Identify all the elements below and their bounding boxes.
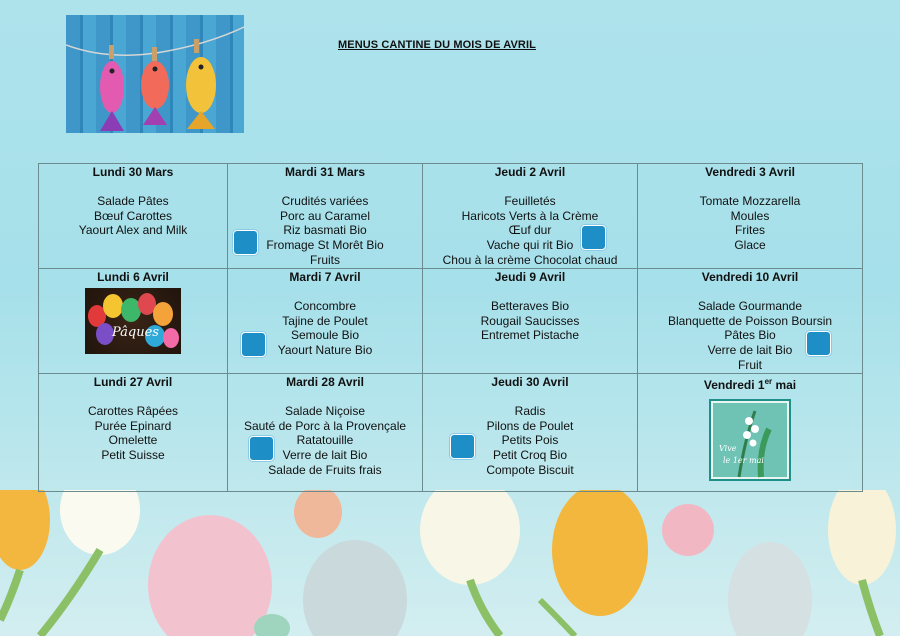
day-cell [638, 269, 863, 374]
day-label-sup: er [764, 377, 773, 386]
dish: Fromage St Morêt Bio [266, 238, 384, 253]
muguet-text-2: le 1er mai [723, 455, 764, 465]
dish: Salade de Fruits frais [268, 462, 382, 477]
bio-label-icon [581, 225, 606, 250]
dish: Frites [735, 223, 765, 238]
day-label: Lundi 6 Avril [97, 270, 169, 284]
table-row [39, 374, 863, 492]
dish: Fruit [738, 357, 762, 372]
dish: Rougail Saucisses [480, 313, 580, 328]
dish: Feuilletés [504, 193, 556, 208]
dish: Verre de lait Bio [282, 448, 368, 463]
day-label-prefix: Vendredi 1 [703, 378, 765, 392]
day-cell [39, 374, 228, 492]
day-cell [638, 164, 863, 269]
dish: Radis [514, 403, 546, 418]
dish: Sauté de Porc à la Provençale [243, 418, 407, 433]
dish: Tajine de Poulet [282, 313, 368, 328]
dish: Concombre [293, 298, 357, 313]
day-cell [228, 374, 423, 492]
paques-text: Pâques [112, 324, 159, 340]
table-row [39, 269, 863, 374]
dish: Crudités variées [281, 193, 369, 208]
dish: Fruits [310, 252, 340, 267]
day-cell [638, 374, 863, 492]
day-label: Vendredi 10 Avril [701, 270, 799, 284]
dish: Petit Suisse [101, 448, 165, 463]
dish: Salade Niçoise [284, 403, 366, 418]
dish: Porc au Caramel [279, 208, 371, 223]
dish: Tomate Mozzarella [699, 193, 801, 208]
easter-background-decoration [0, 490, 900, 636]
hanging-fish-image [66, 15, 244, 133]
dish: Blanquette de Poisson Boursin [667, 313, 833, 328]
bio-label-icon [249, 436, 274, 461]
dish: Yaourt Alex and Milk [78, 223, 188, 238]
day-label: Mardi 28 Avril [286, 375, 364, 389]
muguet-text-1: Vive [719, 443, 737, 453]
day-label: Jeudi 30 Avril [491, 375, 569, 389]
day-cell [423, 269, 638, 374]
day-label: Lundi 30 Mars [92, 165, 174, 179]
day-label: Jeudi 2 Avril [494, 165, 566, 179]
eggs-and-tulips-illustration [0, 490, 900, 636]
bio-label-icon [806, 331, 831, 356]
dish: Petit Croq Bio [492, 448, 568, 463]
muguet-illustration [709, 399, 791, 481]
dish: Verre de lait Bio [707, 343, 793, 358]
bio-label-icon [450, 434, 475, 459]
dish: Œuf dur [508, 223, 552, 238]
table-row [39, 164, 863, 269]
day-cell [228, 164, 423, 269]
day-label: Mardi 7 Avril [289, 270, 361, 284]
dish: Ratatouille [296, 433, 354, 448]
day-label-suffix: mai [772, 378, 797, 392]
day-label: Jeudi 9 Avril [494, 270, 566, 284]
day-label: Vendredi 3 Avril [705, 165, 795, 179]
day-cell [423, 164, 638, 269]
dish: Chou à la crème Chocolat chaud [442, 252, 618, 267]
dish: Haricots Verts à la Crème [461, 208, 599, 223]
dish: Salade Pâtes [97, 193, 169, 208]
day-label: Mardi 31 Mars [284, 165, 366, 179]
dish: Compote Biscuit [486, 462, 574, 477]
dish: Semoule Bio [290, 328, 360, 343]
dish: Purée Epinard [94, 418, 172, 433]
dish: Betteraves Bio [490, 298, 570, 313]
day-cell [39, 164, 228, 269]
dish: Bœuf Carottes [93, 208, 173, 223]
dish: Glace [734, 238, 766, 253]
fish-illustration [66, 15, 244, 133]
dish: Petits Pois [501, 433, 559, 448]
dish: Riz basmati Bio [283, 223, 367, 238]
dish: Entremet Pistache [480, 328, 580, 343]
easter-eggs-image [85, 288, 181, 354]
page-title: MENUS CANTINE DU MOIS DE AVRIL [338, 39, 536, 51]
dish: Omelette [108, 433, 158, 448]
day-label [638, 375, 862, 393]
dish: Salade Gourmande [697, 298, 803, 313]
dish: Carottes Râpées [87, 403, 179, 418]
dish: Vache qui rit Bio [486, 238, 574, 253]
day-cell [423, 374, 638, 492]
day-label: Lundi 27 Avril [93, 375, 173, 389]
dish: Pâtes Bio [724, 328, 776, 343]
dish: Moules [730, 208, 770, 223]
easter-eggs-illustration [85, 288, 181, 354]
day-cell [39, 269, 228, 374]
bio-label-icon [233, 230, 258, 255]
lily-of-the-valley-image [709, 399, 791, 481]
dish: Pilons de Poulet [486, 418, 574, 433]
dish: Yaourt Nature Bio [277, 343, 373, 358]
menu-table [38, 163, 863, 492]
day-cell [228, 269, 423, 374]
bio-label-icon [241, 332, 266, 357]
